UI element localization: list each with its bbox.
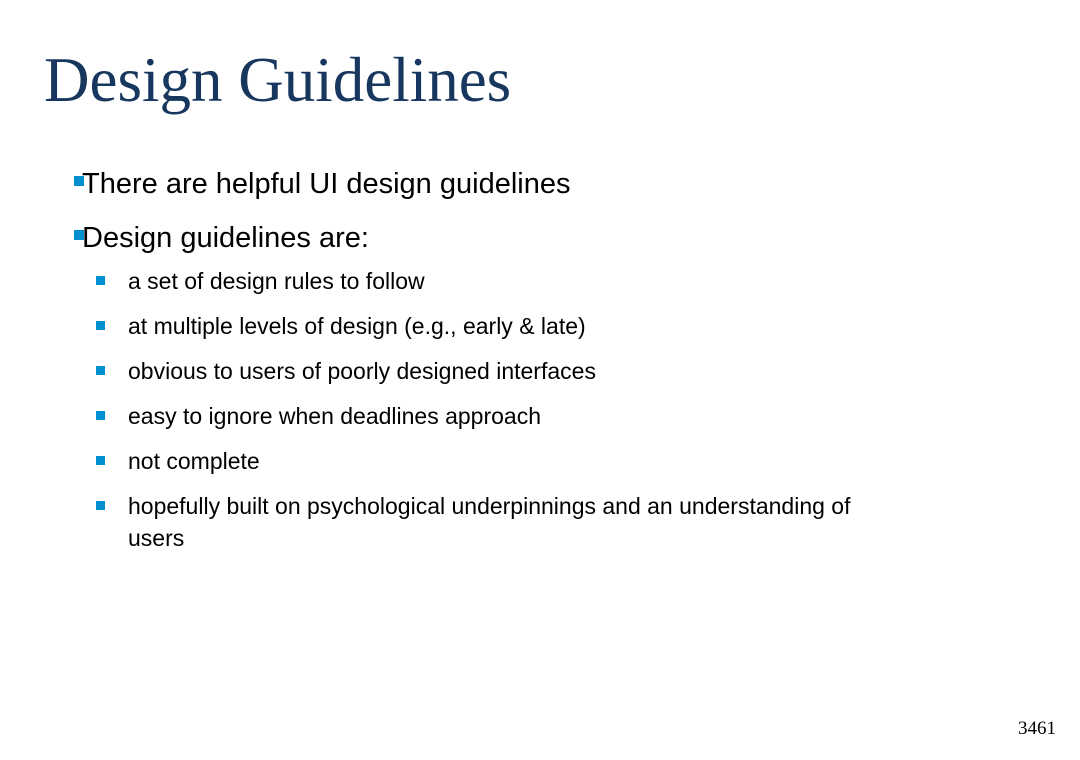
sub-bullet-list	[96, 265, 976, 567]
bullet-item	[74, 218, 1034, 258]
square-bullet-icon	[96, 456, 105, 465]
sub-bullet-text: at multiple levels of design (e.g., early & late)	[128, 313, 586, 339]
square-bullet-icon	[96, 276, 105, 285]
square-bullet-icon	[96, 321, 105, 330]
sub-bullet-item	[96, 400, 976, 432]
sub-bullet-text: easy to ignore when deadlines approach	[128, 403, 542, 429]
sub-bullet-text: obvious to users of poorly designed interfaces	[128, 358, 596, 384]
sub-bullet-text: not complete	[128, 448, 260, 474]
square-bullet-icon	[96, 501, 105, 510]
sub-bullet-item	[96, 490, 976, 554]
square-bullet-icon	[96, 366, 105, 375]
slide-title: Design Guidelines	[44, 45, 512, 115]
bullet-item	[74, 164, 1034, 204]
bullet-text: There are helpful UI design guidelines	[82, 168, 571, 200]
bullet-text: Design guidelines are:	[82, 222, 369, 254]
sub-bullet-text: hopefully built on psychological underpinnings and an understanding of users	[128, 493, 851, 551]
page-number: 3461	[1018, 718, 1056, 739]
sub-bullet-item	[96, 265, 976, 297]
sub-bullet-text: a set of design rules to follow	[128, 268, 425, 294]
sub-bullet-item	[96, 355, 976, 387]
bullet-list	[74, 164, 1034, 272]
sub-bullet-item	[96, 445, 976, 477]
square-bullet-icon	[96, 411, 105, 420]
sub-bullet-item	[96, 310, 976, 342]
